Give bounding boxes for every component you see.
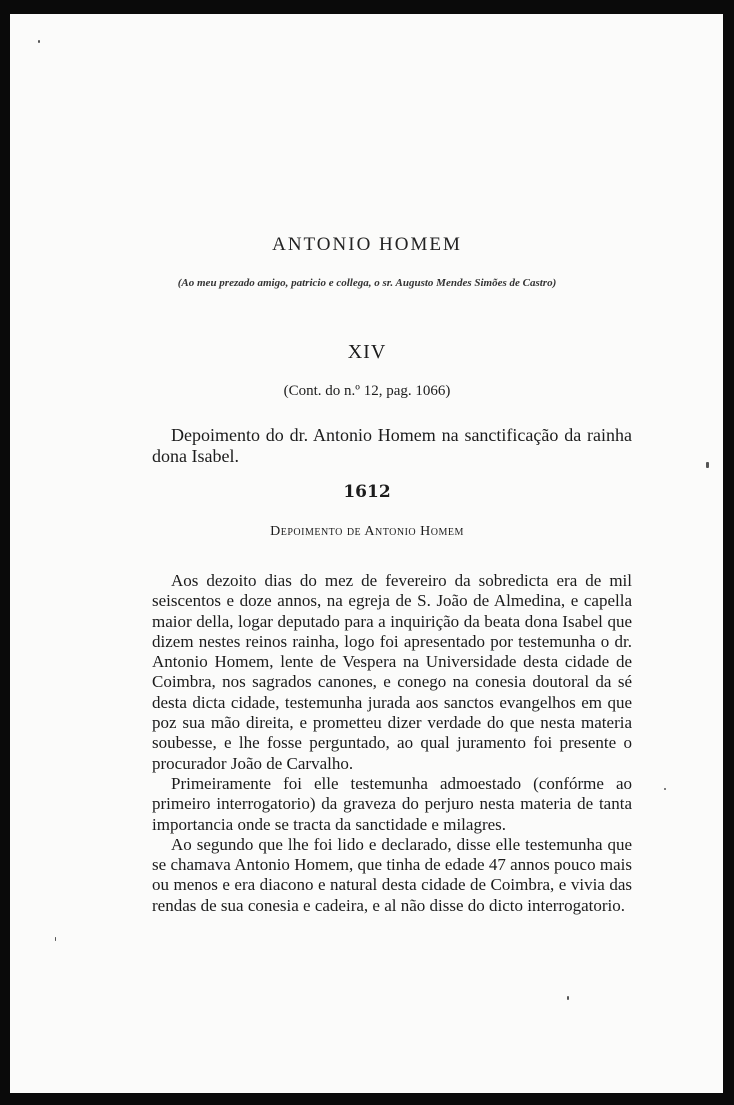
scan-speck: [55, 937, 56, 941]
continuation-note: (Cont. do n.º 12, pag. 1066): [283, 383, 451, 399]
scanned-page: [10, 14, 723, 1093]
intro-paragraph: Depoimento do dr. Antonio Homem na sanctificação da rainha dona Isabel.: [152, 425, 632, 466]
dedication: (Ao meu prezado amigo, patricio e collega, o sr. Augusto Mendes Simões de Castro): [177, 277, 557, 289]
body-paragraph: Ao segundo que lhe foi lido e declarado, disse elle testemunha que se chamava Antonio Homem, que tinha de edade 47 annos pouco mais ou menos e era diacono e natural desta cidade de Coimbra, e vivia das rendas de sua conesia e cadeira, e al não disse do dicto interrogatorio.: [152, 834, 632, 915]
scan-border-right: [723, 0, 734, 1105]
scan-border-left: [0, 0, 10, 1105]
body-text: [152, 571, 632, 916]
chapter-number: XIV: [347, 341, 387, 363]
scan-speck: [664, 788, 666, 790]
body-paragraph: Aos dezoito dias do mez de fevereiro da sobredicta era de mil seiscentos e doze annos, na egreja de S. João de Almedina, e capella maior della, logar deputado para a inquirição da beata dona Isabel que dizem nestes reinos rainha, logo foi apresentado por testemunha o dr. Antonio Homem, lente de Vespera na Universidade desta cidade de Coimbra, nos sagrados canones, e conego na conesia doutoral da sé desta dicta cidade, testemunha jurada aos sanctos evangelhos em que poz sua mão direita, e prometteu dizer verdade do que nesta materia soubesse, e lhe fosse perguntado, ao qual juramento foi presente o procurador João de Carvalho.: [152, 571, 632, 773]
section-heading: Depoimento de Antonio Homem: [270, 524, 464, 539]
year-heading: 1612: [343, 482, 391, 502]
article-title: ANTONIO HOMEM: [272, 234, 462, 255]
scan-border-top: [0, 0, 734, 14]
scan-speck: [567, 996, 569, 1000]
scan-border-bottom: [0, 1093, 734, 1105]
scan-speck: [706, 462, 709, 468]
body-paragraph: Primeiramente foi elle testemunha admoestado (confórme ao primeiro interrogatorio) da graveza do perjuro nesta materia de tanta importancia onde se tracta da sanctidade e milagres.: [152, 773, 632, 834]
scan-speck: [38, 40, 40, 43]
